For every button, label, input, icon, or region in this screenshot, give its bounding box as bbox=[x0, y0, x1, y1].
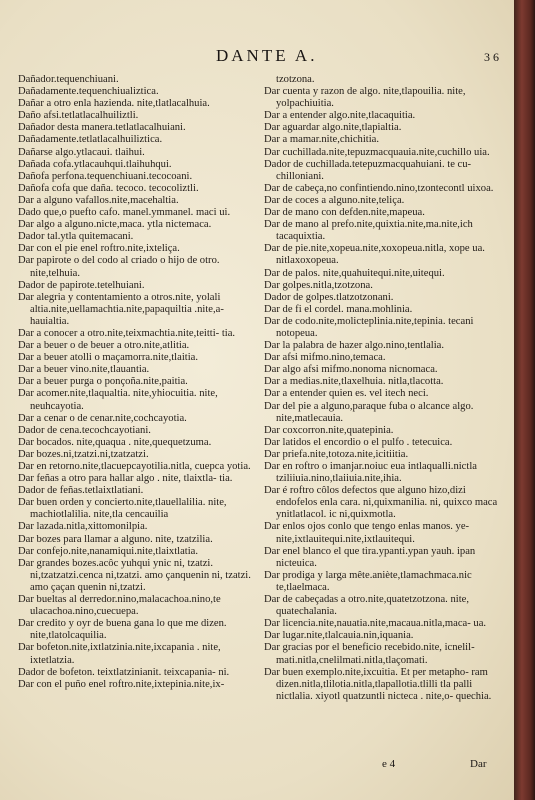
dictionary-entry: Dañofa cofa que daña. tecoco. tecocoliztli. bbox=[18, 182, 199, 194]
dictionary-entry: Dar latidos el encordio o el pulfo . tetecuica. bbox=[264, 436, 453, 448]
page-footer bbox=[0, 758, 514, 776]
catchword: Dar bbox=[470, 758, 487, 770]
dictionary-entry: Dado que,o puefto cafo. manel.ymmanel. maci ui. bbox=[18, 207, 231, 219]
dictionary-entry: Dar grandes bozes.acôc yuhqui ynic ni, tzatzi. ni,tzatzatzi.cenca ni,tzatzi. amo çanquenin ni, tzatzi. amo çaçan quenin ni,tzatzi. bbox=[18, 557, 251, 593]
dictionary-entry: Dador de bofeton. teixtlatzinianit. teixcapania- ni. bbox=[18, 666, 230, 678]
dictionary-entry: Dador tal.ytla quitemacani. bbox=[18, 231, 134, 243]
dictionary-entry: Dar buen exemplo.nite,ixcuitia. Et per metapho- ram dizen.nitla,tlilotia.nitla,tlapallotia.tlilli tla palli nictlalia. xiyotl quatzuntli nicteca . nite,o- quechia. bbox=[264, 666, 492, 702]
dictionary-entry: Dar a beuer purga o ponçoña.nite,paitia. bbox=[18, 376, 188, 388]
dictionary-entry: Dar con el pie enel roftro.nite,ixteliça. bbox=[18, 243, 180, 255]
dictionary-entry: Dar a conocer a otro.nite,teixmachtia.nite,teitti- tia. bbox=[18, 327, 236, 339]
dictionary-entry: Dador de golpes.tlatzotzonani. bbox=[264, 291, 394, 303]
book-edge bbox=[513, 0, 535, 800]
dictionary-entry: Dar credito y oyr de buena gana lo que me dizen. nite,tlatolcaquilia. bbox=[18, 618, 227, 642]
dictionary-entry: Dañadamente.tetlatlacalhuiliztica. bbox=[18, 134, 163, 146]
dictionary-entry: Dar acomer.nite,tlaqualtia. nite,yhiocuitia. nite, neuhcayotia. bbox=[18, 388, 218, 412]
dictionary-entry: Dar bofeton.nite,ixtlatzinia.nite,ixcapania . nite, ixtetlatzia. bbox=[18, 642, 221, 666]
dictionary-entry: Dañadamente.tequenchiualiztica. bbox=[18, 86, 159, 98]
dictionary-entry: Dar gracias por el beneficio recebido.nite, icnelil- mati.nitla,cnelilmati.nitla,tlaçomati. bbox=[264, 642, 475, 666]
dictionary-entry: Dar cuchillada.nite,tepuzmacquauia.nite,cuchillo uia. bbox=[264, 146, 490, 158]
dictionary-entry: Dar afsi mifmo.nino,temaca. bbox=[264, 352, 386, 364]
dictionary-entry: Dador de feñas.tetlaixtlatiani. bbox=[18, 485, 144, 497]
dictionary-entry: Dar a beuer vino.nite,tlauantia. bbox=[18, 364, 150, 376]
dictionary-entry: Dar a alguno vafallos.nite,macehaltia. bbox=[18, 194, 179, 206]
running-header bbox=[0, 46, 514, 70]
dictionary-entry: Daño afsi.tetlatlacalhuiliztli. bbox=[18, 110, 139, 122]
dictionary-entry: Dar alegria y contentamiento a otros.nite, yolali altia.nite,uellamachtia.nite,papaquiltia .nite,a- hauialtia. bbox=[18, 291, 224, 327]
dictionary-entry: Dar a entender quien es. vel itech neci. bbox=[264, 388, 429, 400]
right-column bbox=[262, 74, 498, 703]
dictionary-entry: Dar enlos ojos conlo que tengo enlas manos. ye- nite,ixtlauitequi.nite,ixtlauitequi. bbox=[264, 521, 470, 545]
dictionary-entry: tzotzona. bbox=[276, 74, 315, 85]
dictionary-entry: Dar algo a alguno.nicte,maca. ytla nictemaca. bbox=[18, 219, 212, 231]
dictionary-entry: Dar de coces a alguno.nite,teliça. bbox=[264, 194, 405, 206]
dictionary-entry: Dañador.tequenchiuani. bbox=[18, 74, 119, 85]
dictionary-entry: Dar lugar.nite,tlalcauia.nin,iquania. bbox=[264, 630, 414, 642]
dictionary-entry: Dar en roftro o imanjar.noiuc eua intlaqualli.nictla tziliiuia.nino,tlaiiuia.nite,ihia. bbox=[264, 461, 477, 485]
dictionary-entry: Dar de palos. nite,quahuitequi.nite,uitequi. bbox=[264, 267, 445, 279]
dictionary-entry: Dar de cabeça,no confintiendo.nino,tzontecontl uixoa. bbox=[264, 182, 494, 194]
dictionary-entry: Dar a mamar.nite,chichitia. bbox=[264, 134, 380, 146]
dictionary-entry: Dar feñas a otro para hallar algo . nite, tlaixtla- tia. bbox=[18, 473, 233, 485]
dictionary-entry: Dar a medias.nite,tlaxelhuia. nitla,tlacotta. bbox=[264, 376, 444, 388]
dictionary-entry: Dador de cena.tecochcayotiani. bbox=[18, 424, 151, 436]
dictionary-entry: Dar golpes.nitla,tzotzona. bbox=[264, 279, 373, 291]
left-column bbox=[16, 74, 252, 691]
dictionary-entry: Dar la palabra de hazer algo.nino,tentlalia. bbox=[264, 340, 445, 352]
dictionary-entry: Dar enel blanco el que tira.ypanti.ypan yauh. ipan nicteuica. bbox=[264, 545, 476, 569]
dictionary-entry: Dar buen orden y concierto.nite,tlauellalilia. nite, machiotlalilia. nite,tla cencauilia bbox=[18, 497, 227, 521]
page-number: 3 6 bbox=[484, 50, 499, 64]
dictionary-entry: Dar papirote o del codo al criado o hijo de otro. nite,telhuia. bbox=[18, 255, 220, 279]
dictionary-entry: Dañador desta manera.tetlatlacalhuiani. bbox=[18, 122, 186, 134]
dictionary-entry: Dar de codo.nite,molicteplinia.nite,tepinia. tecani notopeua. bbox=[264, 315, 474, 339]
dictionary-entry: Dar de mano con defden.nite,mapeua. bbox=[264, 207, 425, 219]
dictionary-entry: Dar é roftro côlos defectos que alguno hizo,dizi endofelos enla cara. ni,quixmanilia. ni, quixco maca ynitlatlacol. ic ni,quixmotla. bbox=[264, 485, 498, 521]
dictionary-entry: Dar bueltas al derredor.nino,malacachoa.nino,te ulacachoa.nino,cuecuepa. bbox=[18, 594, 221, 618]
dictionary-entry: Dar algo afsi mifmo.nonoma nicnomaca. bbox=[264, 364, 438, 376]
dictionary-entry: Dar bocados. nite,quaqua . nite,quequetzuma. bbox=[18, 436, 212, 448]
signature-mark: e 4 bbox=[382, 758, 396, 770]
dictionary-entry: Dar con el puño enel roftro.nite,ixtepinia.nite,ix- bbox=[18, 678, 225, 690]
page-title: DANTE A. bbox=[216, 46, 318, 65]
dictionary-entry: Dar cuenta y razon de algo. nite,tlapouilia. nite, yolpachiuitia. bbox=[264, 86, 466, 110]
dictionary-entry: Dañofa perfona.tequenchiuani.tecocoani. bbox=[18, 170, 193, 182]
dictionary-entry: Dar bozes para llamar a alguno. nite, tzatzilia. bbox=[18, 533, 213, 545]
dictionary-entry: Dador de cuchillada.tetepuzmacquahuiani. te cu- chilloniani. bbox=[264, 158, 472, 182]
dictionary-entry: Dar confejo.nite,nanamiqui.nite,tlaixtlatia. bbox=[18, 545, 199, 557]
dictionary-entry: Dar de pie.nite,xopeua.nite,xoxopeua.nitla, xope ua. nitlaxoxopeua. bbox=[264, 243, 485, 267]
dictionary-entry: Dar prodiga y larga mête.aniète,tlamachmaca.nic te,tlaelmaca. bbox=[264, 569, 472, 593]
dictionary-entry: Dar de mano al prefo.nite,quixtia.nite,ma.nite,ich tacaquixtia. bbox=[264, 219, 473, 243]
dictionary-entry: Dañada cofa.ytlacauhqui.tlaihuhqui. bbox=[18, 158, 172, 170]
dictionary-entry: Dar bozes.ni,tzatzi.ni,tzatzatzi. bbox=[18, 448, 149, 460]
dictionary-entry: Dar aguardar algo.nite,tlapialtia. bbox=[264, 122, 402, 134]
dictionary-entry: Dar a cenar o de cenar.nite,cochcayotia. bbox=[18, 412, 187, 424]
dictionary-entry: Dar a beuer atolli o maçamorra.nite,tlaitia. bbox=[18, 352, 199, 364]
dictionary-entry: Dar lazada.nitla,xittomonilpia. bbox=[18, 521, 148, 533]
dictionary-entry: Dar del pie a alguno,paraque fuba o alcance algo. nite,matlecauia. bbox=[264, 400, 474, 424]
dictionary-entry: Dañar a otro enla hazienda. nite,tlatlacalhuia. bbox=[18, 98, 210, 110]
dictionary-entry: Dar coxcorron.nite,quatepinia. bbox=[264, 424, 394, 436]
dictionary-entry: Dar de cabeçadas a otro.nite,quatetzotzona. nite, quatechalania. bbox=[264, 594, 470, 618]
dictionary-entry: Dar a beuer o de beuer a otro.nite,atlitia. bbox=[18, 340, 190, 352]
dictionary-entry: Dar priefa.nite,totoza.nite,icitiitia. bbox=[264, 448, 409, 460]
dictionary-entry: Dañarse algo.ytlacaui. tlaihui. bbox=[18, 146, 145, 158]
dictionary-entry: Dar licencia.nite,nauatia.nite,macaua.nitla,maca- ua. bbox=[264, 618, 487, 630]
dictionary-entry: Dar a entender algo.nite,tlacaquitia. bbox=[264, 110, 416, 122]
dictionary-entry: Dar de fi el cordel. mana.mohlinia. bbox=[264, 303, 413, 315]
dictionary-entry: Dador de papirote.tetelhuiani. bbox=[18, 279, 145, 291]
dictionary-entry: Dar en retorno.nite,tlacuepcayotilia.nitla, cuepca yotia. bbox=[18, 461, 251, 472]
